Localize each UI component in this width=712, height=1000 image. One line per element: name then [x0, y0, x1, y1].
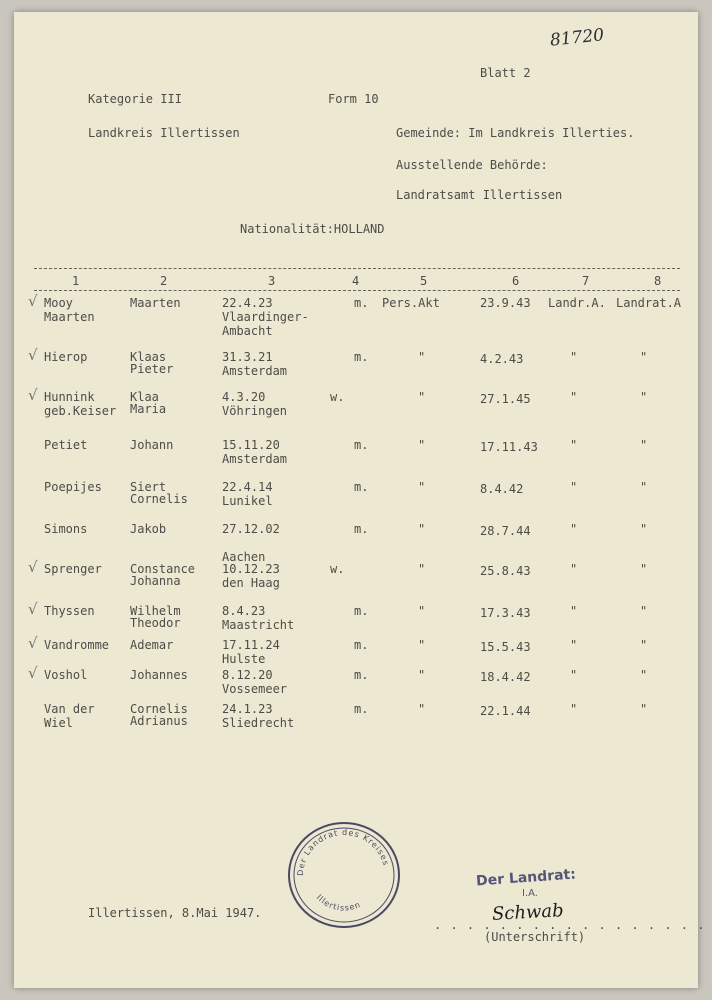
col-header-2: 2	[160, 274, 168, 288]
file-type-cell: "	[418, 350, 426, 364]
surname-cell: Van der	[44, 702, 95, 716]
file-type-cell: "	[418, 562, 426, 576]
birth-date-cell: 15.11.20	[222, 438, 280, 452]
birth-place-cell: Amsterdam	[222, 452, 288, 466]
sex-cell: m.	[354, 702, 369, 716]
surname-cell: Hierop	[44, 350, 88, 364]
check-mark-icon: √	[28, 386, 38, 404]
landkreis-label: Landkreis Illertissen	[88, 126, 240, 140]
kategorie-label: Kategorie III	[88, 92, 182, 106]
date-cell: 17.3.43	[480, 606, 531, 620]
given-name-line2-cell: Adrianus	[130, 714, 188, 728]
gemeinde-label: Gemeinde: Im Landkreis Illerties.	[396, 126, 635, 140]
office-cell: "	[640, 638, 648, 652]
birth-date-cell: 4.3.20	[222, 390, 266, 404]
sex-cell: m.	[354, 296, 369, 310]
col-header-8: 8	[654, 274, 662, 288]
office-cell: "	[640, 604, 648, 618]
authority-cell: "	[570, 480, 578, 494]
authority-cell: "	[570, 522, 578, 536]
document-page	[14, 12, 706, 988]
check-mark-icon: √	[28, 634, 38, 652]
date-cell: 23.9.43	[480, 296, 531, 310]
sex-cell: m.	[354, 604, 369, 618]
surname-cell: Sprenger	[44, 562, 102, 576]
check-mark-icon: √	[28, 558, 38, 576]
sex-cell: w.	[330, 390, 345, 404]
birth-place-cell: Vöhringen	[222, 404, 288, 418]
file-type-cell: "	[418, 390, 426, 404]
birth-date-cell: 17.11.24	[222, 638, 280, 652]
birth-date-cell: 8.12.20	[222, 668, 273, 682]
surname-cell: Vandromme	[44, 638, 110, 652]
authority-cell: "	[570, 438, 578, 452]
authority-cell: "	[570, 350, 578, 364]
date-cell: 22.1.44	[480, 704, 531, 718]
date-cell: 17.11.43	[480, 440, 538, 454]
unterschrift-label: (Unterschrift)	[484, 930, 586, 944]
landrat-stamp: Der Landrat:	[475, 866, 577, 890]
sex-cell: m.	[354, 668, 369, 682]
signature-line: . . . . . . . . . . . . . . . . .	[434, 918, 706, 932]
file-type-cell: "	[418, 438, 426, 452]
authority-cell: "	[570, 562, 578, 576]
file-type-cell: Pers.Akt	[382, 296, 440, 310]
surname-cell: Thyssen	[44, 604, 95, 618]
birth-place-cell: Maastricht	[222, 618, 295, 632]
office-cell: "	[640, 702, 648, 716]
given-name-cell: Ademar	[130, 638, 174, 652]
birth-place-cell: Lunikel	[222, 494, 273, 508]
given-name-line2-cell: Johanna	[130, 574, 181, 588]
birth-place-cell: Sliedrecht	[222, 716, 295, 730]
given-name-cell: Constance	[130, 562, 196, 576]
authority-cell: "	[570, 702, 578, 716]
given-name-cell: Cornelis	[130, 702, 188, 716]
birth-date-cell: 22.4.23	[222, 296, 273, 310]
given-name-cell: Klaas	[130, 350, 167, 364]
col-header-5: 5	[420, 274, 428, 288]
date-cell: 8.4.42	[480, 482, 524, 496]
file-type-cell: "	[418, 604, 426, 618]
birth-place-cell: Hulste	[222, 652, 266, 666]
given-name-cell: Johannes	[130, 668, 188, 682]
check-mark-icon: √	[28, 346, 38, 364]
col-header-1: 1	[72, 274, 80, 288]
surname-cell: Petiet	[44, 438, 88, 452]
date-cell: 4.2.43	[480, 352, 524, 366]
office-cell: "	[640, 438, 648, 452]
stamp-text: Der Landrat des Kreises	[295, 827, 391, 877]
archive-number: 81720	[549, 25, 605, 51]
birth-date-cell: 10.12.23	[222, 562, 280, 576]
sex-cell: m.	[354, 350, 369, 364]
ia-label: I.A.	[522, 888, 538, 899]
file-type-cell: "	[418, 480, 426, 494]
check-mark-icon: √	[28, 664, 38, 682]
check-mark-icon: √	[28, 600, 38, 618]
birth-date-cell: 31.3.21	[222, 350, 273, 364]
given-name-line2-cell: Theodor	[130, 616, 181, 630]
sex-cell: m.	[354, 638, 369, 652]
surname-line2-cell: Wiel	[44, 716, 73, 730]
office-cell: "	[640, 562, 648, 576]
sex-cell: m.	[354, 522, 369, 536]
date-cell: 18.4.42	[480, 670, 531, 684]
birth-date-cell: 8.4.23	[222, 604, 266, 618]
stamp-bottom-text: Illertissen	[314, 892, 363, 913]
date-cell: 27.1.45	[480, 392, 531, 406]
given-name-line2-cell: Cornelis	[130, 492, 188, 506]
given-name-cell: Klaa	[130, 390, 159, 404]
nationality-label: Nationalität:HOLLAND	[240, 222, 385, 236]
col-header-6: 6	[512, 274, 520, 288]
authority-cell: "	[570, 604, 578, 618]
office-cell: "	[640, 480, 648, 494]
birth-place-line2-cell: Ambacht	[222, 324, 273, 338]
file-type-cell: "	[418, 522, 426, 536]
col-header-4: 4	[352, 274, 360, 288]
date-cell: 28.7.44	[480, 524, 531, 538]
surname-cell: Voshol	[44, 668, 88, 682]
surname-cell: Hunnink	[44, 390, 95, 404]
official-round-stamp	[286, 820, 402, 930]
given-name-line2-cell: Pieter	[130, 362, 174, 376]
place-date: Illertissen, 8.Mai 1947.	[88, 906, 262, 920]
office-cell: "	[640, 668, 648, 682]
surname-line2-cell: geb.Keiser	[44, 404, 117, 418]
birth-place-line2-cell: Aachen	[222, 550, 266, 564]
given-name-cell: Johann	[130, 438, 174, 452]
form-label: Form 10	[328, 92, 379, 106]
file-type-cell: "	[418, 638, 426, 652]
handwritten-signature: Schwab	[491, 900, 565, 925]
authority-cell: Landr.A.	[548, 296, 606, 310]
given-name-cell: Jakob	[130, 522, 167, 536]
sex-cell: m.	[354, 480, 369, 494]
birth-date-cell: 27.12.02	[222, 522, 280, 536]
file-type-cell: "	[418, 702, 426, 716]
birth-place-cell: den Haag	[222, 576, 280, 590]
office-cell: "	[640, 390, 648, 404]
blatt-label: Blatt 2	[480, 66, 531, 80]
given-name-line2-cell: Maria	[130, 402, 167, 416]
authority-cell: "	[570, 390, 578, 404]
surname-cell: Simons	[44, 522, 88, 536]
col-header-3: 3	[268, 274, 276, 288]
behoerde-label: Ausstellende Behörde:	[396, 158, 548, 172]
birth-place-cell: Vlaardinger-	[222, 310, 309, 324]
authority-cell: "	[570, 668, 578, 682]
given-name-cell: Maarten	[130, 296, 181, 310]
office-cell: "	[640, 350, 648, 364]
given-name-cell: Wilhelm	[130, 604, 181, 618]
authority-cell: "	[570, 638, 578, 652]
surname-cell: Mooy	[44, 296, 73, 310]
given-name-cell: Siert	[130, 480, 167, 494]
check-mark-icon: √	[28, 292, 38, 310]
date-cell: 15.5.43	[480, 640, 531, 654]
sex-cell: m.	[354, 438, 369, 452]
office-cell: Landrat.A	[616, 296, 682, 310]
svg-text:Illertissen	[315, 893, 363, 913]
file-type-cell: "	[418, 668, 426, 682]
birth-date-cell: 24.1.23	[222, 702, 273, 716]
office-cell: "	[640, 522, 648, 536]
birth-place-cell: Amsterdam	[222, 364, 288, 378]
col-header-7: 7	[582, 274, 590, 288]
table-top-rule	[34, 268, 680, 269]
date-cell: 25.8.43	[480, 564, 531, 578]
table-header-rule	[34, 290, 680, 291]
birth-place-cell: Vossemeer	[222, 682, 288, 696]
birth-date-cell: 22.4.14	[222, 480, 273, 494]
landratsamt-label: Landratsamt Illertissen	[396, 188, 563, 202]
surname-cell: Poepijes	[44, 480, 102, 494]
surname-line2-cell: Maarten	[44, 310, 95, 324]
sex-cell: w.	[330, 562, 345, 576]
